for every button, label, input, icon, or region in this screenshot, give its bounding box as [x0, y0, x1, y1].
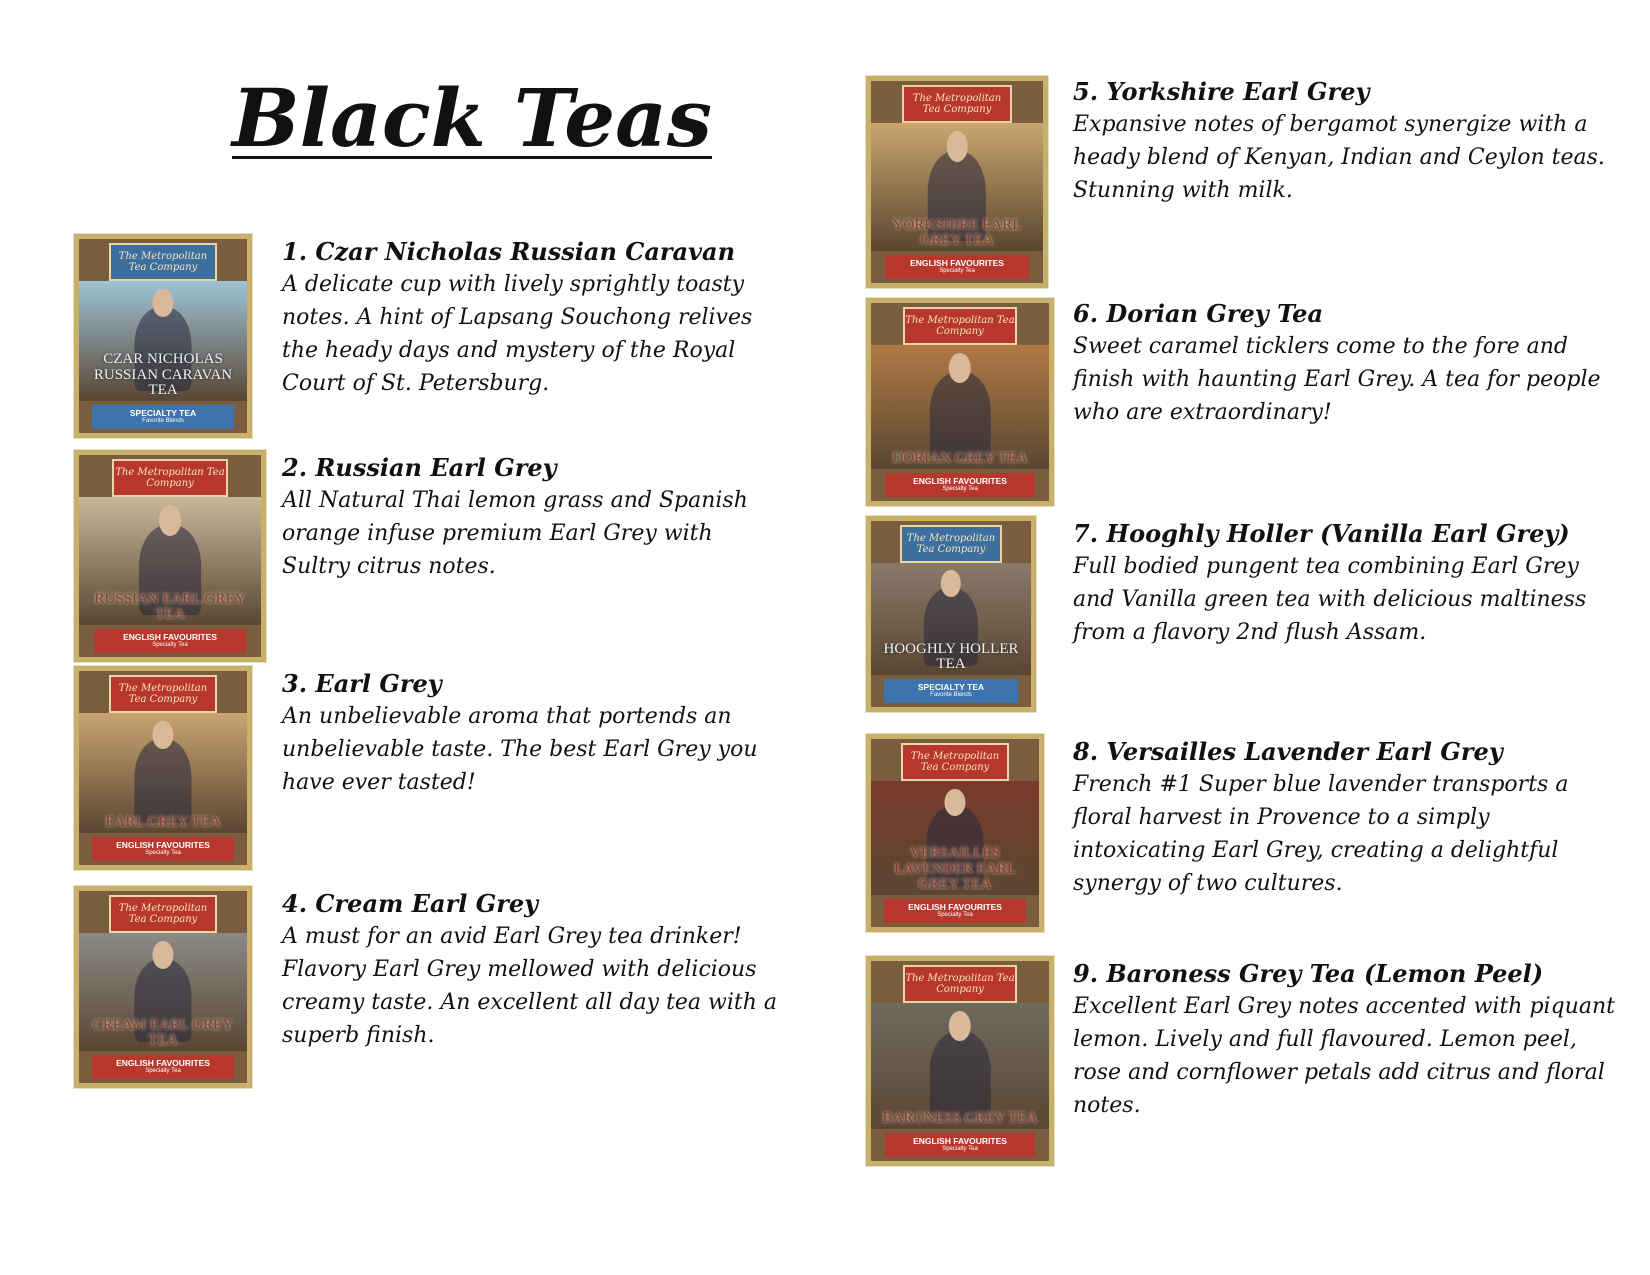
package-band-subtext: Favorite Blends	[930, 692, 972, 699]
tea-description: Sweet caramel ticklers come to the fore and finish with haunting Earl Grey. A tea for people who are extraordinary!	[1073, 334, 1601, 425]
package-band	[885, 255, 1030, 279]
tea-entry	[282, 888, 802, 1052]
package-band-text: ENGLISH FAVOURITES	[913, 1136, 1007, 1147]
tea-entry	[282, 668, 802, 799]
package-brand: The Metropolitan Tea Company	[109, 675, 217, 713]
tea-heading	[282, 888, 802, 920]
tea-name: Earl Grey	[315, 669, 442, 698]
package-brand: The Metropolitan Tea Company	[112, 459, 229, 497]
tea-number: 8.	[1073, 737, 1099, 766]
package-brand: The Metropolitan Tea Company	[903, 307, 1017, 345]
tea-name: Czar Nicholas Russian Caravan	[315, 237, 736, 266]
tea-number: 7.	[1073, 519, 1099, 548]
package-band-text: SPECIALTY TEA	[917, 682, 985, 693]
package-band-subtext: Specialty Tea	[145, 1068, 181, 1075]
tea-name: Russian Earl Grey	[315, 453, 557, 482]
package-band-text: ENGLISH FAVOURITES	[908, 902, 1002, 913]
tea-package-image	[866, 956, 1054, 1166]
tea-description: A delicate cup with lively sprightly toasty notes. A hint of Lapsang Souchong relives the heady days and mystery of the Royal Court of St. Petersburg.	[282, 272, 753, 396]
tea-heading	[1073, 958, 1623, 990]
tea-entry	[1073, 958, 1623, 1122]
package-band-text: ENGLISH FAVOURITES	[913, 476, 1007, 487]
package-brand: The Metropolitan Tea Company	[109, 243, 217, 281]
package-label: VERSAILLES LAVENDER EARL GREY TEA	[894, 844, 1016, 893]
package-band-text: ENGLISH FAVOURITES	[116, 1058, 210, 1069]
tea-name: Baroness Grey Tea (Lemon Peel)	[1106, 959, 1544, 988]
package-band-subtext: Favorite Blends	[142, 418, 184, 425]
tea-heading	[282, 668, 802, 700]
package-label: HOOGHLY HOLLER TEA	[883, 640, 1019, 673]
package-brand: The Metropolitan Tea Company	[109, 895, 217, 933]
tea-name: Yorkshire Earl Grey	[1106, 77, 1370, 106]
tea-description: Excellent Earl Grey notes accented with piquant lemon. Lively and full flavoured. Lemon peel, rose and cornflower petals add citrus and floral notes.	[1073, 994, 1615, 1118]
package-band-subtext: Specialty Tea	[942, 486, 978, 493]
package-band-text: ENGLISH FAVOURITES	[910, 258, 1004, 269]
package-band-subtext: Specialty Tea	[937, 912, 973, 919]
tea-heading	[1073, 76, 1613, 108]
tea-heading	[282, 236, 782, 268]
tea-description: Expansive notes of bergamot synergize with a heady blend of Kenyan, Indian and Ceylon teas. Stunning with milk.	[1073, 112, 1605, 203]
package-band-text: SPECIALTY TEA	[129, 408, 197, 419]
tea-entry	[282, 452, 782, 583]
package-band	[92, 405, 233, 429]
package-band	[92, 837, 233, 861]
tea-description: A must for an avid Earl Grey tea drinker! Flavory Earl Grey mellowed with delicious creamy taste. An excellent all day tea with a superb finish.	[282, 924, 778, 1048]
package-label: CZAR NICHOLAS RUSSIAN CARAVAN TEA	[93, 350, 233, 399]
tea-number: 1.	[282, 237, 308, 266]
tea-number: 3.	[282, 669, 308, 698]
package-brand: The Metropolitan Tea Company	[901, 743, 1009, 781]
tea-entry	[1073, 518, 1613, 649]
package-label: RUSSIAN EARL GREY TEA	[94, 590, 246, 623]
tea-description: French #1 Super blue lavender transports a floral harvest in Provence to a simply intoxicating Earl Grey, creating a delightful synergy of two cultures.	[1073, 772, 1569, 896]
tea-heading	[1073, 298, 1613, 330]
package-band-text: ENGLISH FAVOURITES	[123, 632, 217, 643]
package-label: CREAM EARL GREY TEA	[92, 1016, 234, 1049]
package-band-subtext: Specialty Tea	[942, 1146, 978, 1153]
tea-entry	[1073, 736, 1603, 900]
package-band-text: ENGLISH FAVOURITES	[116, 840, 210, 851]
package-band-subtext: Specialty Tea	[145, 850, 181, 857]
tea-entry	[1073, 298, 1613, 429]
package-band	[885, 473, 1035, 497]
tea-heading	[1073, 736, 1603, 768]
package-band-subtext: Specialty Tea	[939, 268, 975, 275]
package-label: EARL GREY TEA	[105, 814, 221, 831]
tea-heading	[282, 452, 782, 484]
page-title: Black Teas	[232, 71, 712, 165]
tea-number: 9.	[1073, 959, 1099, 988]
tea-entry	[282, 236, 782, 400]
package-label: BARONESS GREY TEA	[882, 1110, 1038, 1127]
package-brand: The Metropolitan Tea Company	[900, 525, 1002, 563]
tea-package-image	[866, 734, 1044, 932]
tea-package-image	[866, 76, 1048, 288]
tea-description: Full bodied pungent tea combining Earl Grey and Vanilla green tea with delicious maltiness from a flavory 2nd flush Assam.	[1073, 554, 1587, 645]
tea-package-image	[866, 516, 1036, 712]
tea-number: 5.	[1073, 77, 1099, 106]
package-label: YORKSHIRE EARL GREY TEA	[892, 216, 1022, 249]
tea-package-image	[74, 450, 266, 662]
tea-package-image	[74, 234, 252, 438]
tea-name: Dorian Grey Tea	[1106, 299, 1323, 328]
package-label: DORIAN GREY TEA	[892, 450, 1028, 467]
tea-description: All Natural Thai lemon grass and Spanish orange infuse premium Earl Grey with Sultry citrus notes.	[282, 488, 748, 579]
tea-name: Hooghly Holler (Vanilla Earl Grey)	[1106, 519, 1570, 548]
tea-name: Versailles Lavender Earl Grey	[1106, 737, 1503, 766]
package-band	[92, 1055, 233, 1079]
tea-name: Cream Earl Grey	[315, 889, 539, 918]
package-band-subtext: Specialty Tea	[152, 642, 188, 649]
package-band	[884, 679, 1018, 703]
tea-number: 6.	[1073, 299, 1099, 328]
tea-description: An unbelievable aroma that portends an unbelievable taste. The best Earl Grey you have ever tasted!	[282, 704, 758, 795]
tea-package-image	[74, 886, 252, 1088]
package-band	[94, 629, 247, 653]
tea-package-image	[74, 666, 252, 870]
package-brand: The Metropolitan Tea Company	[902, 85, 1012, 123]
tea-heading	[1073, 518, 1613, 550]
tea-package-image	[866, 298, 1054, 506]
package-band	[884, 899, 1025, 923]
package-brand: The Metropolitan Tea Company	[903, 965, 1017, 1003]
tea-number: 4.	[282, 889, 308, 918]
tea-number: 2.	[282, 453, 308, 482]
tea-entry	[1073, 76, 1613, 207]
package-band	[885, 1133, 1035, 1157]
